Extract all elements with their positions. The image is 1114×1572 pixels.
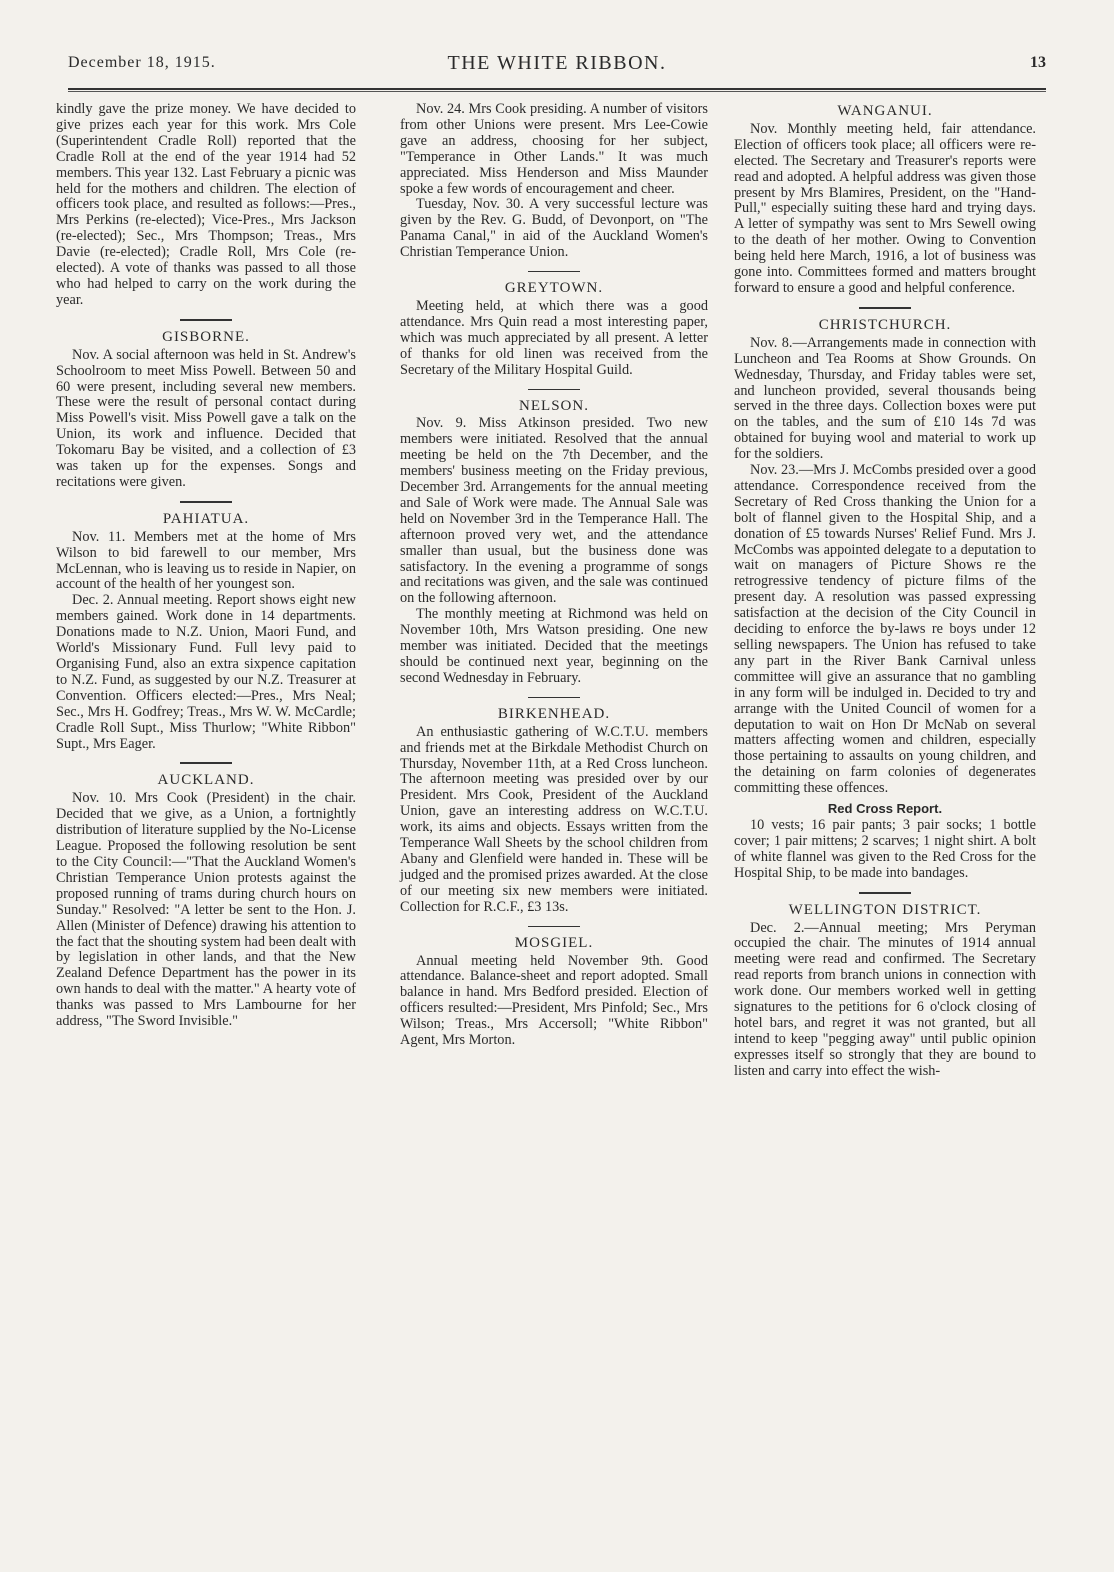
christchurch-report-2: Nov. 23.—Mrs J. McCombs presided over a good attendance. Correspondence received from the Secretary of Red Cross thanking the Union for a bolt of flannel given to the Hospital Ship, and a donation of £5 towards Nurses' Relief Fund. Mrs J. McCombs was appointed delegate to a deputation to wait on managers of Picture Shows re the retrogressive tendency of picture films of the present day. A resolution was passed expressing satisfaction at the decision of the City Council in deciding to enforce the by-laws re boys under 12 selling newspapers. The Union has refused to take any part in the River Bank Carnival unless committee will give an assurance that no gambling in any form will be indulged in. Decided to try and arrange with the United Council of women for a deputation to wait on Hon Dr McNab on several matters affecting women and children, especially those pertaining to assaults on young children, and the detaining on farm colonies of degenerates committing these offences. (734, 462, 1036, 797)
heading-wellington-district: WELLINGTON DISTRICT. (788, 901, 982, 918)
heading-nelson: NELSON. (519, 397, 589, 414)
page-header (68, 50, 1046, 80)
auckland-report-3: Tuesday, Nov. 30. A very successful lecture was given by the Rev. G. Budd, of Devonport, on "The Panama Canal," in aid of the Auckland Women's Christian Temperance Union. (400, 196, 708, 261)
nelson-report-2: The monthly meeting at Richmond was held on November 10th, Mrs Watson presiding. One new member was initiated. Decided that the meetings should be continued next year, beginning on the second Wednesday in February. (400, 606, 708, 686)
heading-mosgiel: MOSGIEL. (514, 934, 594, 951)
column-1 (56, 102, 356, 1030)
heading-auckland: AUCKLAND. (157, 772, 255, 789)
pahiatua-report-2: Dec. 2. Annual meeting. Report shows eight new members gained. Work done in 14 departments. Donations made to N.Z. Union, Maori Fund, and World's Missionary Fund. Full levy paid to Organising Fund, also an extra sixpence capitation to N.Z. Fund, as suggested by our N.Z. Treasurer at Convention. Officers elected:—Pres., Mrs Neal; Sec., Mrs H. Godfrey; Treas., Mrs W. W. McCardle; Cradle Roll Supt., Miss Thurlow; "White Ribbon" Supt., Mrs Eager. (56, 592, 356, 752)
column-2 (400, 102, 708, 1049)
heading-greytown: GREYTOWN. (504, 280, 604, 297)
section-divider (180, 319, 232, 321)
issue-date: December 18, 1915. (68, 54, 216, 71)
section-divider (180, 762, 232, 764)
section-divider (859, 307, 911, 309)
header-rule (68, 88, 1046, 92)
section-divider (528, 389, 580, 390)
greytown-report: Meeting held, at which there was a good attendance. Mrs Quin read a most interesting paper, which was much appreciated by all present. A letter of thanks for old linen was received from the Secretary of the Military Hospital Guild. (400, 297, 708, 378)
heading-christchurch: CHRISTCHURCH. (818, 316, 952, 333)
section-divider (528, 697, 580, 698)
wellington-report: Dec. 2.—Annual meeting; Mrs Peryman occupied the chair. The minutes of 1914 annual meeting were read and confirmed. The Secretary read reports from branch unions in connection with work done. Our members worked well in getting signatures to the petitions for 6 o'clock closing of hotel bars, and regret it was not granted, but all intend to keep "pegging away" until public opinion expresses itself so strongly that they are bound to listen and carry into effect the wish- (734, 919, 1036, 1079)
heading-birkenhead: BIRKENHEAD. (497, 705, 611, 722)
nelson-report-1: Nov. 9. Miss Atkinson presided. Two new members were initiated. Resolved that the annual meeting be held on the 7th December, and the members' business meeting on the Friday previous, December 3rd. Arrangements for the annual meeting and Sale of Work were made. The Annual Sale was held on November 3rd in the Temperance Hall. The afternoon proved very wet, and the attendance smaller than usual, but the business done was satisfactory. In the evening a programme of songs and recitations was given, and the sale was continued on the following afternoon. (400, 415, 708, 607)
heading-gisborne: GISBORNE. (162, 328, 250, 345)
mosgiel-report: Annual meeting held November 9th. Good attendance. Balance-sheet and report adopted. Small balance in hand. Mrs Bedford presided. Election of officers resulted:—President, Mrs Pinfold; Sec., Mrs Wilson; Treas., Mrs Accersoll; "White Ribbon" Agent, Mrs Morton. (400, 952, 708, 1049)
page-number: 13 (1030, 54, 1046, 71)
auckland-report-1: Nov. 10. Mrs Cook (President) in the chair. Decided that we give, as a Union, a fortnightly distribution of literature supplied by the No-License League. Proposed the following resolution be sent to the City Council:—"That the Auckland Women's Christian Temperance Union protests against the proposed running of trams during church hours on Sunday." Resolved: "A letter be sent to the Hon. J. Allen (Minister of Defence) drawing his attention to the fact that the shouting system had been dealt with by legislation in other lands, and that the New Zealand Defence Department has the power in its own hands to deal with the matter." A hearty vote of thanks was passed to Mrs Lambourne for her address, "The Sword Invisible." (56, 790, 356, 1030)
section-divider (528, 271, 580, 272)
continued-report: kindly gave the prize money. We have decided to give prizes each year for this work. Mrs Cole (Superintendent Cradle Roll) reported that the Cradle Roll at the end of the year 1914 had 52 members. This year 132. Last February a picnic was held for the mothers and children. The election of officers took place, and resulted as follows:—Pres., Mrs Perkins (re-elected); Vice-Pres., Mrs Jackson (re-elected); Sec., Mrs Thompson; Treas., Mrs Davie (re-elected); Cradle Roll, Mrs Cole (re-elected). A vote of thanks was passed to all those who had helped to carry on the work during the year. (56, 101, 356, 308)
heading-pahiatua: PAHIATUA. (162, 510, 250, 527)
red-cross-report: 10 vests; 16 pair pants; 3 pair socks; 1 bottle cover; 1 pair mittens; 2 scarves; 1 night shirt. A bolt of white flannel was given to the Red Cross for the Hospital Ship, to be made into bandages. (734, 816, 1036, 881)
section-divider (180, 501, 232, 503)
column-3 (734, 102, 1036, 1080)
heading-wanganui: WANGANUI. (837, 103, 933, 119)
auckland-report-2: Nov. 24. Mrs Cook presiding. A number of visitors from other Unions were present. Mrs Lee-Cowie gave an address, choosing for her subject, "Temperance in Other Lands." It was much appreciated. Miss Henderson and Miss Maunder spoke a few words of encouragement and cheer. (400, 101, 708, 197)
section-divider (859, 892, 911, 894)
birkenhead-report: An enthusiastic gathering of W.C.T.U. members and friends met at the Birkdale Methodist Church on Thursday, November 11th, at a Red Cross luncheon. The afternoon meeting was presided over by our President. Mrs Cook, President of the Auckland Union, gave an interesting address on W.C.T.U. work, its aims and objects. Essays written from the Temperance Wall Sheets by the school children from Abany and Glenfield were handed in. These will be judged and the promised prizes awarded. At the close of our meeting six new members were initiated. Collection for R.C.F., £3 13s. (400, 723, 708, 915)
section-divider (528, 926, 580, 927)
publication-title: THE WHITE RIBBON. (447, 52, 667, 74)
heading-red-cross-report: Red Cross Report. (827, 801, 943, 817)
wanganui-report: Nov. Monthly meeting held, fair attendance. Election of officers took place; all officers were re-elected. The Secretary and Treasurer's reports were read and adopted. A helpful address was given those present by Mrs Blamires, President, on the "Hand-Pull," especially suiting these hard and trying days. A letter of sympathy was sent to Mrs Sewell owing to the death of her mother. Owing to Convention being held here March, 1916, a lot of business was gone into. Committees formed and matters brought forward to ensure a good and helpful conference. (734, 120, 1036, 296)
pahiatua-report-1: Nov. 11. Members met at the home of Mrs Wilson to bid farewell to our member, Mrs McLennan, who is leaving us to reside in Napier, on account of the health of her youngest son. (56, 528, 356, 593)
gisborne-report: Nov. A social afternoon was held in St. Andrew's Schoolroom to meet Miss Powell. Between 50 and 60 were present, including several new members. These were the result of personal contact during Miss Powell's visit. Miss Powell gave a talk on the Union, its work and influence. Decided that Tokomaru Bay be visited, and a collection of £3 was taken up for the expenses. Songs and recitations were given. (56, 346, 356, 490)
christchurch-report-1: Nov. 8.—Arrangements made in connection with Luncheon and Tea Rooms at Show Grounds. On Wednesday, Thursday, and Friday tables were set, and luncheon provided, several thousands being served in the three days. Collection boxes were put on the tables, and the sum of £10 14s 7d was obtained for buying wool and material to work up for the soldiers. (734, 334, 1036, 463)
